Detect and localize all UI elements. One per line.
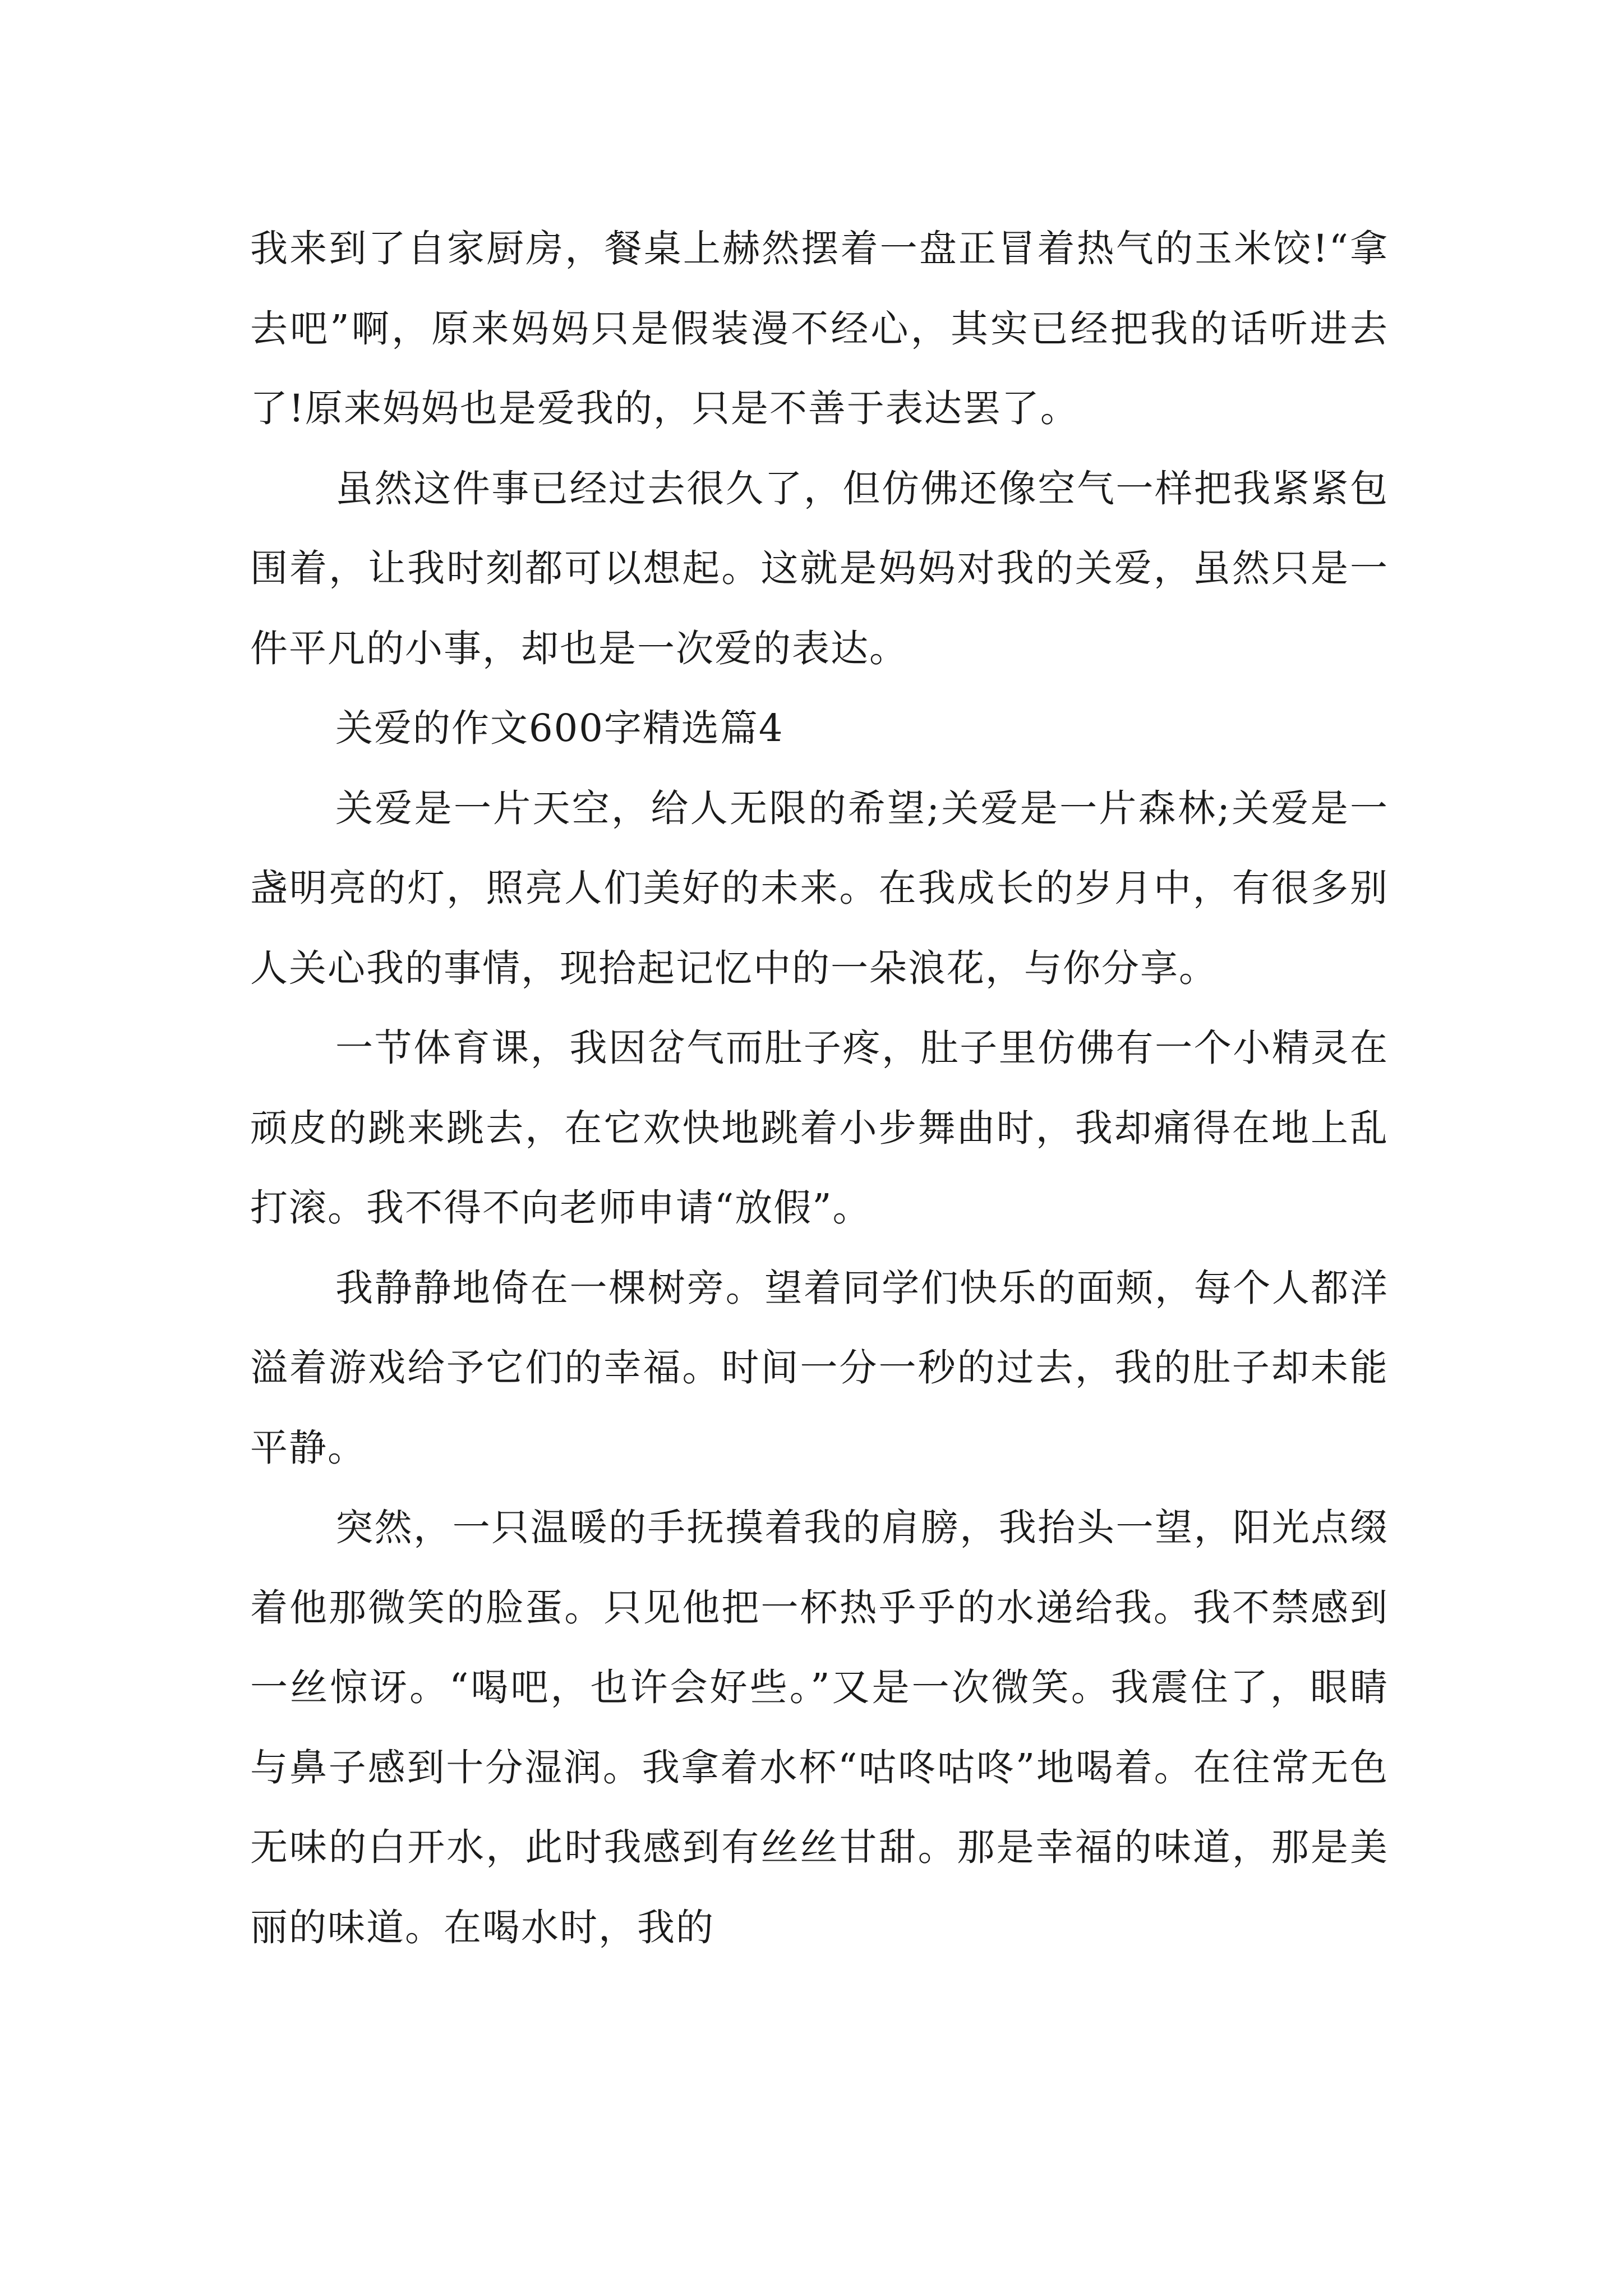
- paragraph: 一节体育课，我因岔气而肚子疼，肚子里仿佛有一个小精灵在顽皮的跳来跳去，在它欢快地跳着小步舞曲时，我却痛得在地上乱打滚。我不得不向老师申请“放假”。: [250, 1026, 1389, 1230]
- paragraph: 突然，一只温暖的手抚摸着我的肩膀，我抬头一望，阳光点缀着他那微笑的脸蛋。只见他把一杯热乎乎的水递给我。我不禁感到一丝惊讶。“喝吧，也许会好些。”又是一次微笑。我震住了，眼睛与鼻子感到十分湿润。我拿着水杯“咕咚咕咚”地喝着。在往常无色无味的白开水，此时我感到有丝丝甘甜。那是幸福的味道，那是美丽的味道。在喝水时，我的: [250, 1506, 1389, 1949]
- paragraph: 关爱是一片天空，给人无限的希望;关爱是一片森林;关爱是一盏明亮的灯，照亮人们美好的未来。在我成长的岁月中，有很多别人关心我的事情，现拾起记忆中的一朵浪花，与你分享。: [250, 786, 1389, 990]
- section-heading: 关爱的作文600字精选篇4: [335, 706, 784, 750]
- document-body: [250, 209, 1389, 1967]
- paragraph: 我静静地倚在一棵树旁。望着同学们快乐的面颊，每个人都洋溢着游戏给予它们的幸福。时间一分一秒的过去，我的肚子却未能平静。: [250, 1266, 1389, 1470]
- paragraph: 我来到了自家厨房，餐桌上赫然摆着一盘正冒着热气的玉米饺!“拿去吧”啊，原来妈妈只是假装漫不经心，其实已经把我的话听进去了!原来妈妈也是爱我的，只是不善于表达罢了。: [250, 227, 1389, 430]
- paragraph: 虽然这件事已经过去很久了，但仿佛还像空气一样把我紧紧包围着，让我时刻都可以想起。这就是妈妈对我的关爱，虽然只是一件平凡的小事，却也是一次爱的表达。: [250, 466, 1389, 670]
